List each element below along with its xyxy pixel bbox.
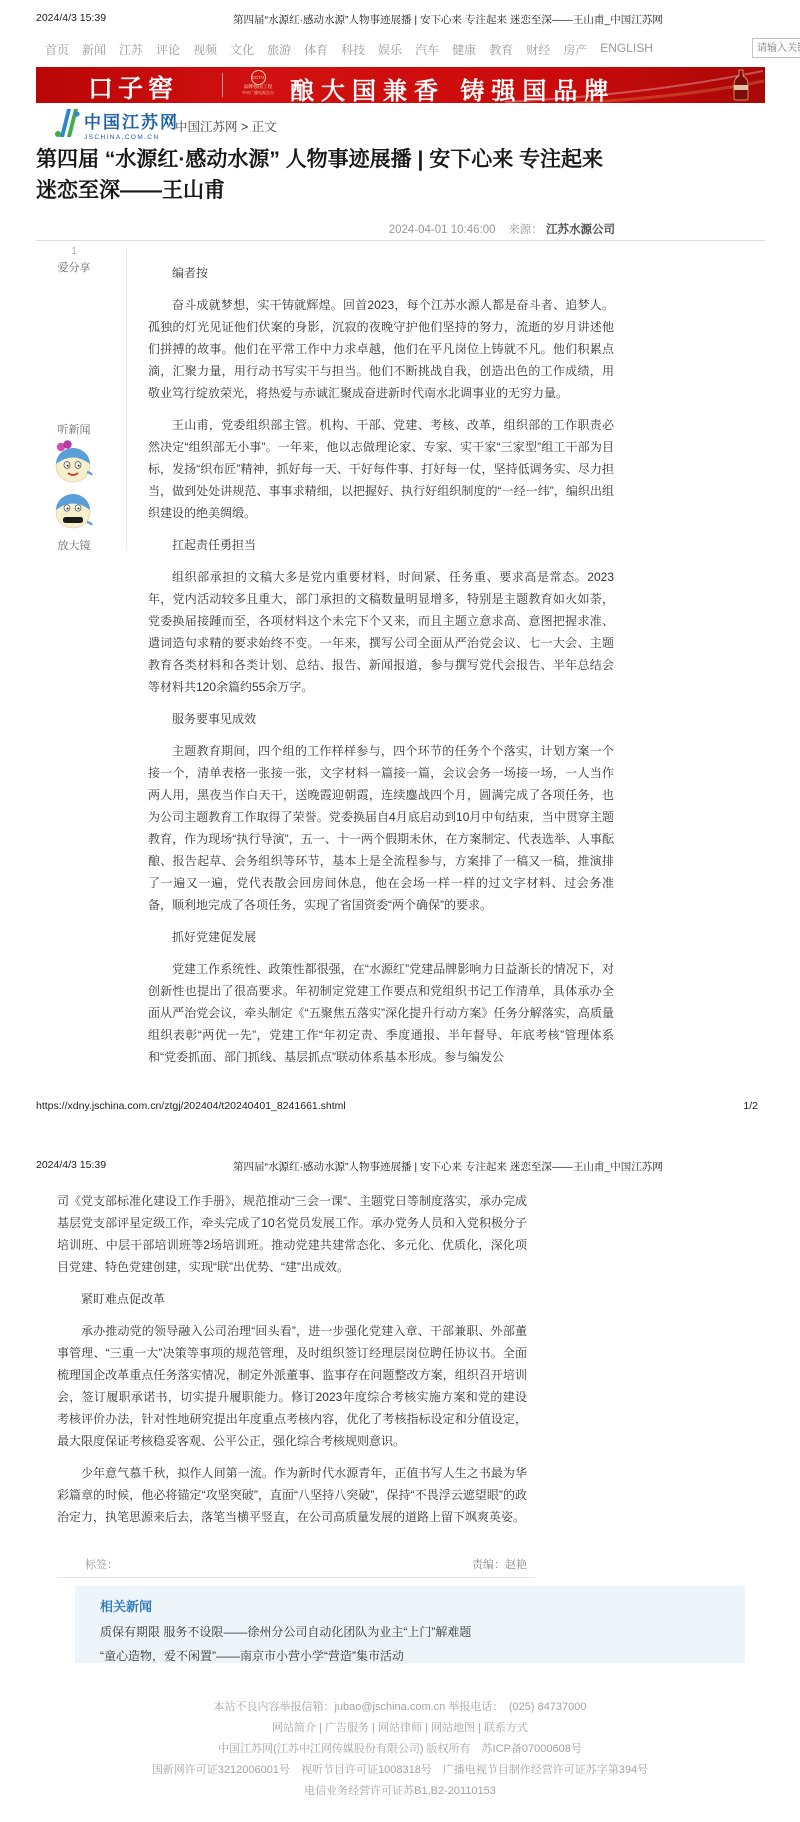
article-paragraph: 紧盯难点促改革 [81, 1292, 166, 1306]
print-doc-title: 第四届“水源红·感动水源”人物事迹展播 | 安下心来 专注起来 迷恋至深——王山甫_中国江苏网 [233, 1161, 663, 1173]
related-news-list [100, 1620, 745, 1668]
listen-news-button[interactable] [40, 421, 108, 437]
ad-slogan: 酿大国兼香 铸强国品牌 [290, 76, 616, 103]
source-name: 江苏水源公司 [546, 224, 615, 236]
related-news-panel [75, 1586, 745, 1663]
nav-item[interactable]: 文化 [230, 43, 255, 57]
search-input[interactable] [752, 38, 800, 58]
banner-swoosh-decoration [505, 67, 765, 103]
print-doc-title: 第四届“水源红·感动水源”人物事迹展播 | 安下心来 专注起来 迷恋至深——王山甫_中国江苏网 [233, 14, 663, 26]
article-body-page2 [57, 1190, 527, 1538]
share-count-badge: 1 [71, 246, 77, 257]
nav-item[interactable]: 江苏 [119, 43, 144, 57]
nav-item[interactable]: 评论 [156, 43, 181, 57]
footer-links-line[interactable]: 网站简介 | 广告服务 | 网站律师 | 网站地图 | 联系方式 [272, 1722, 528, 1734]
tags-editor-row [57, 1556, 527, 1572]
article-paragraph: 少年意气慕千秋，拟作人间第一流。作为新时代水源青年，正值书写人生之书最为华彩篇章的时候，他必将锚定“攻坚突破”，直面“八坚持八突破”，保持“不畏浮云遮望眼”的政治定力，执笔思源来后去，落笔当横平竖直，在公司高质量发展的道路上留下飒爽英姿。 [57, 1466, 527, 1524]
article-body-page1 [148, 262, 614, 1078]
site-logo-text[interactable]: 中国江苏网 JSCHINA.COM.CN [84, 113, 179, 141]
liquor-bottle-icon [731, 69, 751, 101]
nav-item[interactable]: 视频 [193, 43, 218, 57]
banner-divider [222, 73, 223, 97]
nav-item[interactable]: 首页 [45, 43, 70, 57]
nav-item[interactable]: ENGLISH [600, 41, 653, 55]
article-paragraph: 党建工作系统性、政策性都很强，在“水源红”党建品牌影响力日益渐长的情况下，对创新性也提出了很高要求。年初制定党建工作要点和党组织书记工作清单，具体承办全面从严治党会议，牵头制定《“五聚焦五落实”深化提升行动方案》任务分解落实，高质量组织表彰“两优一先”，党建工作“年初定责、季度通报、半年督导、年底考核”管理体系和“党委抓面、部门抓线、基层抓点”联动体系基本形成。参与编发公 [148, 962, 614, 1064]
nav-item[interactable]: 娱乐 [378, 43, 403, 57]
publish-date: 2024-04-01 10:46:00 [388, 224, 496, 236]
page-title: 第四届 “水源红·感动水源” 人物事迹展播 | 安下心来 专注起来 迷恋至深——王山甫 [36, 148, 604, 202]
cctv-badge-icon: CCTV 品牌强国工程 中央广播电视总台 [232, 69, 284, 96]
site-footer [0, 1697, 800, 1802]
nav-item[interactable]: 科技 [341, 43, 366, 57]
top-nav [45, 41, 653, 58]
footer-legal-line: 中国江苏网(江苏中江网传媒股份有限公司) 版权所有 苏ICP备07000608号 [218, 1743, 582, 1755]
site-logo-icon[interactable] [50, 105, 82, 141]
breadcrumb[interactable]: 中国江苏网 > 正文 [175, 120, 277, 134]
nav-item[interactable]: 旅游 [267, 43, 292, 57]
listen-label: 听新闻 [57, 424, 91, 436]
share-tool[interactable] [40, 246, 108, 275]
print-timestamp: 2024/4/3 15:39 [36, 12, 107, 24]
article-paragraph: 扛起责任勇担当 [172, 538, 257, 552]
magnify-button[interactable] [40, 537, 108, 553]
tags-label: 标签： [85, 1559, 118, 1571]
print-timestamp: 2024/4/3 15:39 [36, 1159, 107, 1171]
article-meta [135, 221, 615, 237]
related-news-title: 相关新闻 [100, 1599, 153, 1614]
share-label: 爱分享 [57, 262, 91, 274]
footer-legal-lines [0, 1739, 800, 1802]
article-paragraph: 奋斗成就梦想，实干铸就辉煌。回首2023，每个江苏水源人都是奋斗者、追梦人。孤独的灯光见证他们伏案的身影，沉寂的夜晚守护他们坚持的努力，流逝的岁月讲述他们拼搏的故事。他们在平常工作中力求卓越，他们在平凡岗位上铸就不凡。他们积累点滴，汇聚力量，用行动书写实干与担当。他们不断挑战自我，创造出色的工作成绩，用敬业笃行绽放荣光，将热爱与赤诚汇聚成奋进新时代南水北调事业的无穷力量。 [148, 298, 614, 400]
source-label: 来源： [508, 224, 543, 236]
nav-item[interactable]: 房产 [563, 43, 588, 57]
print-page-number: 1/2 [743, 1100, 758, 1112]
article-paragraph: 组织部承担的文稿大多是党内重要材料，时间紧、任务重、要求高是常态。2023年，党内活动较多且重大，部门承担的文稿数量明显增多，特别是主题教育如火如荼，党委换届接踵而至，各项材料这个未完下个又来，而且主题立意求高、意图把握求准、遣词造句求精的要求始终不变。一年来，撰写公司全面从严治党会议、七一大会、主题教育各类材料和各类计划、总结、报告、新闻报道，参与撰写党代会报告、半年总结会等材料共120余篇约55余万字。 [148, 570, 614, 694]
footer-report-line: 本站不良内容举报信箱：jubao@jschina.com.cn 举报电话： (025) 84737000 [213, 1701, 587, 1713]
footer-legal-line: 电信业务经营许可证苏B1,B2-20110153 [304, 1785, 496, 1797]
nav-item[interactable]: 教育 [489, 43, 514, 57]
article-paragraph: 编者按 [172, 266, 209, 280]
article-paragraph: 抓好党建促发展 [172, 930, 257, 944]
nav-item[interactable]: 汽车 [415, 43, 440, 57]
magnifier-mascot-icon[interactable] [51, 486, 95, 532]
footer-legal-line: 国新网许可证3212006001号 视听节目许可证1008318号 广播电视节目制作经营许可证苏字第394号 [151, 1764, 649, 1776]
nav-item[interactable]: 体育 [304, 43, 329, 57]
nav-item[interactable]: 健康 [452, 43, 477, 57]
article-paragraph: 王山甫，党委组织部主管。机构、干部、党建、考核、改革，组织部的工作职责必然决定“组织部无小事”。一年来，他以志做理论家、专家、实干家“三家型”组工干部为目标，发扬“织布匠”精神，抓好每一天、干好每件事、打好每一仗，坚持低调务实、尽力担当，做到处处讲规范、事事求精细，以把握好、执行好组织制度的“一经一纬”，编织出组织建设的绝美绸缎。 [148, 418, 614, 520]
nav-item[interactable]: 新闻 [82, 43, 107, 57]
article-paragraph: 司《党支部标准化建设工作手册》，规范推动“三会一课”、主题党日等制度落实，承办完成基层党支部评星定级工作，牵头完成了10名党员发展工作。承办党务人员和入党积极分子培训班、中层干部培训班等2场培训班。推动党建共建常态化、多元化、优质化，深化项目党建、特色党建创建，实现“联”出优势、“建”出成效。 [57, 1194, 527, 1274]
editor-credit: 责编：赵艳 [472, 1559, 527, 1571]
listen-news-mascot-icon[interactable] [51, 438, 95, 484]
article-paragraph: 服务要事见成效 [172, 712, 257, 726]
print-url: https://xdny.jschina.com.cn/ztgj/202404/t20240401_8241661.shtml [36, 1100, 346, 1112]
tags-divider [57, 1577, 535, 1578]
article-paragraph: 主题教育期间，四个组的工作样样参与，四个环节的任务个个落实，计划方案一个接一个，清单表格一张接一张，文字材料一篇接一篇，会议会务一场接一场，一人当作两人用，黑夜当作白天干，送晚霞迎朝霞，连续鏖战四个月，圆满完成了各项任务，也为公司主题教育工作取得了荣誉。党委换届自4月底启动到10月中旬结束，当中贯穿主题教育，作为现场“执行导演”，五一、十一两个假期未休，在方案制定、代表选举、人事酝酿、报告起草、会务组织等环节，基本上是全流程参与，方案排了一稿又一稿，推演排了一遍又一遍，党代表散会回房间休息，他在会场一样一样的过文字材料、过会务准备，顺利地完成了各项任务，实现了省国资委“两个确保”的要求。 [148, 744, 614, 912]
related-news-item[interactable]: “童心造物，爱不闲置”——南京市小营小学“营造”集市活动 [100, 1649, 404, 1663]
article-paragraph: 承办推动党的领导融入公司治理“回头看”，进一步强化党建入章、干部兼职、外部董事管理、“三重一大”决策等事项的规范管理，及时组织签订经理层岗位聘任协议书。全面梳理国企改革重点任务落实情况，制定外派董事、监事存在问题整改方案，组织召开培训会，签订履职承诺书，切实提升履职能力。修订2023年度综合考核实施方案和党的建设考核评价办法，针对性地研究提出年度重点考核内容，优化了考核指标设定和分值设定，最大限度保证考核稳妥客观、公平公正，强化综合考核规则意识。 [57, 1324, 527, 1448]
nav-item[interactable]: 财经 [526, 43, 551, 57]
title-divider [36, 240, 765, 241]
magnify-label: 放大镜 [57, 540, 91, 552]
ad-banner[interactable] [36, 67, 765, 103]
ad-brand-logo: 口子窖 [88, 74, 179, 103]
sidebar-divider [126, 248, 127, 550]
related-news-item[interactable]: 质保有期限 服务不设限——徐州分公司自动化团队为业主“上门”解难题 [100, 1625, 472, 1639]
